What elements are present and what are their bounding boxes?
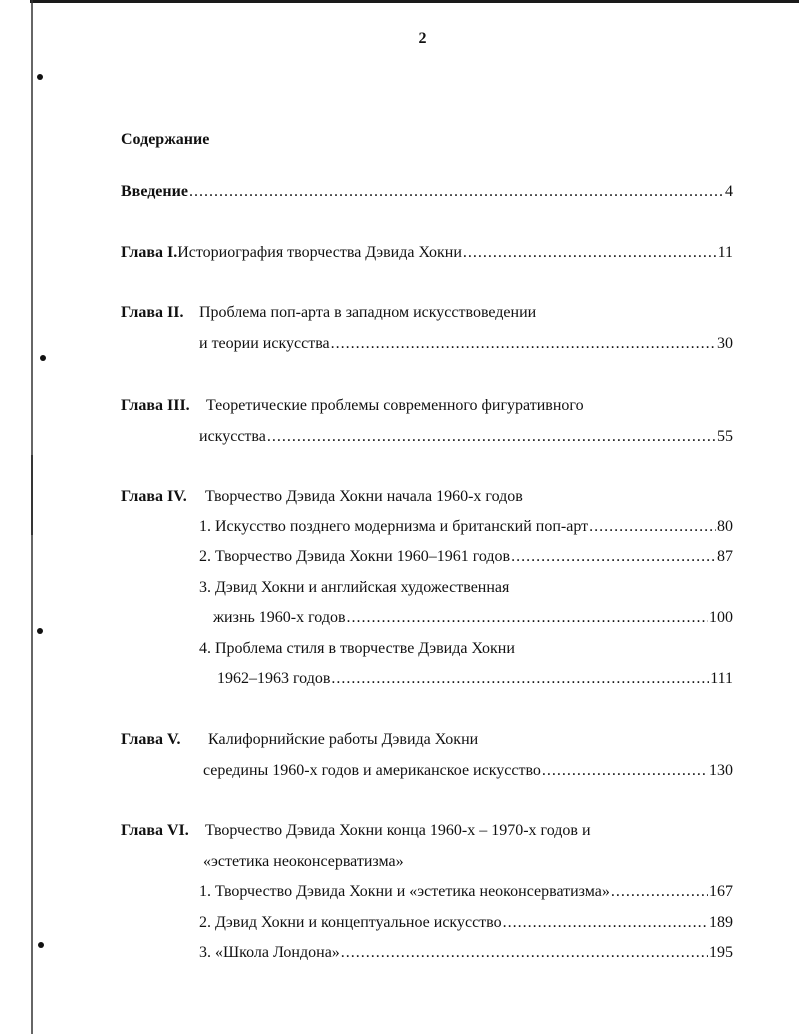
dot-leader [267, 427, 716, 447]
toc-entry-chapter-2 [121, 303, 733, 323]
toc-entry-chapter-4 [121, 487, 733, 507]
page-ref: 30 [717, 335, 733, 352]
page-ref: 130 [709, 762, 733, 779]
toc-entry-chapter-5 [121, 730, 733, 750]
section-title: 3. «Школа Лондона» [199, 944, 340, 961]
section-title-line2: 1962–1963 годов [217, 670, 331, 687]
toc-entry-chapter-5-cont [203, 761, 733, 781]
section-title-line2: жизнь 1960-х годов [213, 609, 346, 626]
page-ref: 55 [717, 428, 733, 445]
toc-section-6-1 [199, 882, 733, 902]
dot-leader [542, 761, 708, 781]
section-title: 1. Искусство позднего модернизма и британский поп-арт [199, 518, 589, 535]
dot-leader [589, 517, 716, 537]
toc-section-4-4 [199, 639, 733, 659]
toc-section-4-2 [199, 547, 733, 567]
chapter-title-line2: «эстетика неоконсерватизма» [203, 853, 404, 870]
binding-hole-mark [40, 355, 46, 361]
page-left-border-mark [31, 455, 33, 535]
chapter-title-line1: Калифорнийские работы Дэвида Хокни [208, 731, 479, 748]
toc-section-4-3-cont [213, 608, 733, 628]
intro-title: Введение [121, 183, 188, 200]
toc-heading: Содержание [121, 131, 210, 148]
dot-leader [611, 882, 708, 902]
page-ref: 87 [717, 548, 733, 565]
dot-leader [463, 243, 717, 263]
toc-entry-chapter-1 [121, 243, 733, 263]
page-ref: 100 [709, 609, 733, 626]
page-ref: 167 [709, 883, 733, 900]
chapter-title: Творчество Дэвида Хокни начала 1960-х годов [205, 488, 523, 505]
section-title: 1. Творчество Дэвида Хокни и «эстетика неоконсерватизма» [199, 883, 610, 900]
page-ref: 195 [709, 944, 733, 961]
page-ref: 189 [709, 914, 733, 931]
dot-leader [511, 547, 716, 567]
toc-entry-chapter-3 [121, 396, 733, 416]
toc-section-6-3 [199, 943, 733, 963]
page-top-border [30, 0, 799, 3]
toc-entry-chapter-6 [121, 821, 733, 841]
dot-leader [347, 608, 708, 628]
chapter-label: Глава IV. [121, 488, 187, 505]
chapter-title: Историография творчества Дэвида Хокни [177, 244, 462, 261]
chapter-label: Глава VI. [121, 822, 189, 839]
dot-leader [503, 913, 708, 933]
chapter-title-line2: искусства [199, 428, 266, 445]
page-ref: 11 [717, 244, 733, 261]
dot-leader [331, 669, 709, 689]
section-title-line1: 3. Дэвид Хокни и английская художественная [199, 579, 510, 596]
chapter-title-line1: Творчество Дэвида Хокни конца 1960-х – 1970-х годов и [205, 822, 591, 839]
chapter-title-line2: середины 1960-х годов и американское искусство [203, 762, 541, 779]
chapter-label: Глава V. [121, 731, 181, 748]
toc-section-4-4-cont [217, 669, 733, 689]
page-number: 2 [418, 30, 427, 47]
toc-entry-chapter-3-cont [199, 427, 733, 447]
section-title: 2. Творчество Дэвида Хокни 1960–1961 годов [199, 548, 511, 565]
chapter-label: Глава III. [121, 397, 190, 414]
toc-entry-chapter-6-cont [203, 852, 733, 872]
toc-entry-intro [121, 182, 733, 202]
section-title: 2. Дэвид Хокни и концептуальное искусство [199, 914, 502, 931]
binding-hole-mark [38, 942, 44, 948]
dot-leader [331, 334, 716, 354]
binding-hole-mark [37, 74, 43, 80]
page-ref: 80 [717, 518, 733, 535]
toc-section-4-3 [199, 578, 733, 598]
chapter-title-line1: Проблема поп-арта в западном искусствоведении [199, 304, 537, 321]
toc-section-4-1 [199, 517, 733, 537]
section-title-line1: 4. Проблема стиля в творчестве Дэвида Хокни [199, 640, 515, 657]
chapter-label: Глава II. [121, 304, 184, 321]
chapter-label: Глава I. [121, 244, 178, 261]
chapter-title-line1: Теоретические проблемы современного фигуративного [206, 397, 584, 414]
toc-entry-chapter-2-cont [199, 334, 733, 354]
chapter-title-line2: и теории искусства [199, 335, 330, 352]
toc-section-6-2 [199, 913, 733, 933]
dot-leader [189, 182, 724, 202]
binding-hole-mark [37, 628, 43, 634]
page-ref: 4 [725, 183, 733, 200]
page-ref: 111 [710, 670, 733, 687]
dot-leader [341, 943, 708, 963]
